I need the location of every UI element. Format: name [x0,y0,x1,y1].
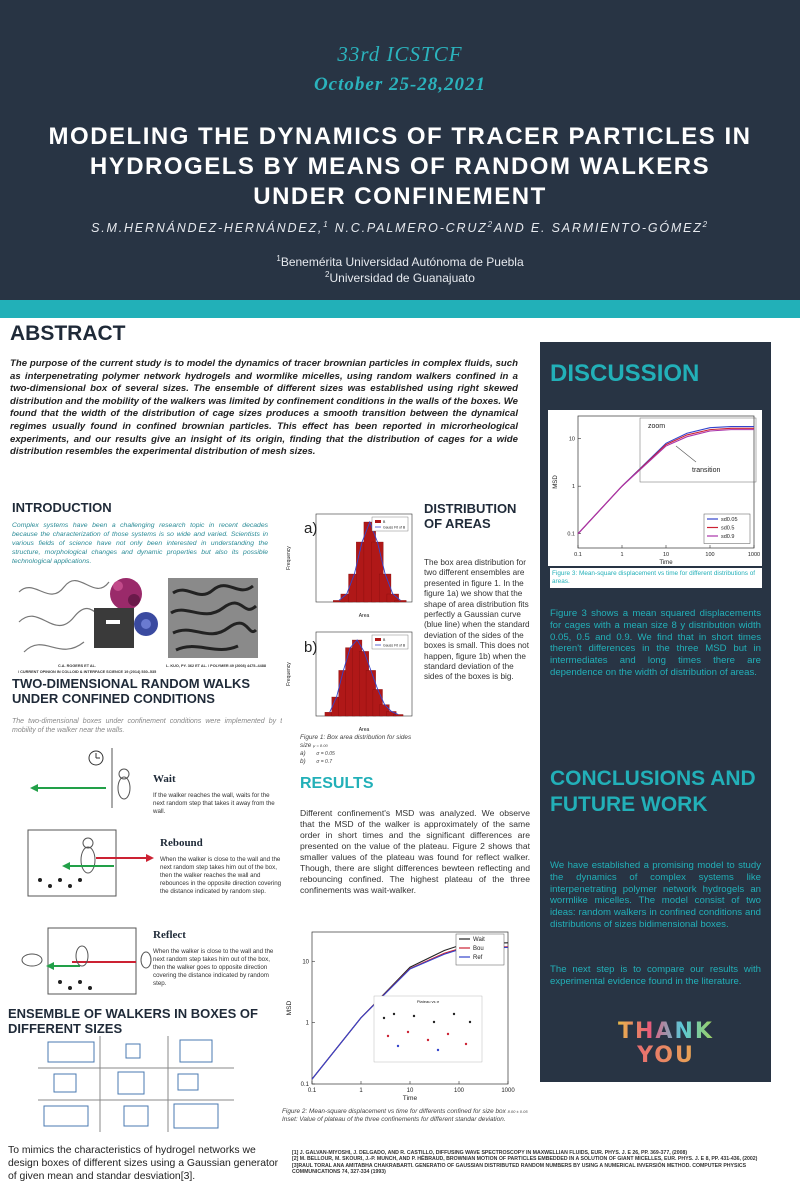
legend-label-sd0.05: sd0.05 [721,517,738,523]
discussion-panel [540,342,771,1082]
results-text: Different confinement's MSD was analyzed. We observe that the MSD of the walker is approximately of the same order in short times and the significant differences are presented on the value of the plateau. Figure 2 shows that smaller values of the plateau was found for reflect walker. Though, there are slight differences bewteen reflecting and rebouncing confined. The highest plateau of the three confinements was wait-walker. [300,808,530,895]
fig1-caption-mu: μ = 8.00 [313,743,328,748]
references [292,1150,792,1176]
figure-3-caption: Figure 3: Mean-square displacement vs time for different distributions of areas. [550,568,762,588]
introduction-heading: INTRODUCTION [12,500,112,515]
conclusions-heading: CONCLUSIONS AND FUTURE WORK [550,767,756,816]
you-text: YOU [618,1044,714,1068]
hist-ylabel: Frequency [286,546,292,570]
discussion-heading: DISCUSSION [550,360,700,387]
x-tick-label: 0.1 [574,552,582,558]
wait-illustration [26,748,142,808]
x-tick-label: 10 [406,1088,414,1094]
affil-1-text: Benemérita Universidad Autónoma de Puebla [280,255,524,269]
msd-ylabel: MSD [552,475,559,489]
histogram-a [282,508,418,620]
y-tick-label: 0.1 [300,1082,309,1088]
legend-swatch-b [375,638,381,641]
author-2: N.C.PALMERO-CRUZ [329,221,488,236]
x-tick-label: 1 [620,552,624,558]
reference-2: [2] M. BELLOUR, M. SKOURI, J.-P. MUNCH, AND P. HÉBRAUD, BROWNIAN MOTION OF PARTICLES EMBEDDED IN A SOLUTION OF GIANT MICELLES, EUR. PHYS. J. E 8, PP. 431-436, (2002) [292,1156,758,1163]
reflect-illustration [10,926,152,996]
author-1: S.M.HERNÁNDEZ-HERNÁNDEZ, [91,221,324,236]
inset-point [393,1013,395,1015]
reference-1: [1] J. GALVAN-MIYOSHI, J. DELGADO, AND R. CASTILLO, DIFFUSING WAVE SPECTROSCOPY IN MAXWELLIAN FLUIDS, EUR. PHYS. J. E 26, PP. 369-377, (2008) [292,1150,688,1156]
affil-1-sup: 1 [276,254,281,263]
inset-title: Plateau vs σ [416,999,440,1004]
legend-label-fit: Gauss Fit of B [383,525,406,530]
authors [0,220,800,235]
random-walks-text: The two-dimensional boxes under confinement conditions were implemented by the mobility of the walker near the walls. [12,718,290,734]
author-3-sup: 2 [702,220,709,229]
inset-point [453,1013,455,1015]
inset-point [427,1039,429,1041]
histogram-b [282,626,418,734]
rebound-title: Rebound [160,837,203,849]
inset-frame [374,996,482,1062]
conference-dates: October 25-28,2021 [313,74,487,95]
wait-title: Wait [153,773,176,785]
wait-text: If the walker reaches the wall, waits for the next random step that takes it away from the wall. [153,792,275,815]
conclusions-text-1: We have established a promising model to study the dynamics of complex systems like interpenetrating polymer network hydrogels an wormlike micelles. The model consist of two ideas: random walkers in confined conditions and distributions of sizes bidimensional boxes. [550,860,761,930]
affil-2-sup: 2 [325,270,330,279]
author-1-sup: 1 [323,220,330,229]
distribution-text: The box area distribution for two different ensembles are presented in figure 1. In the figure 1a) we show that the shape of area distribution fits perfectly a Gaussian curve (blue line) when the standard deviation of the sides of the boxes is small. This does not happen, figure 1b) when the standard deviation of the sides of the boxes is big. [424,558,530,682]
inset-point [465,1043,467,1045]
legend-label-b: B [383,520,386,524]
hist-ylabel: Frequency [286,662,292,686]
poster-header [0,0,800,300]
inset-point [383,1017,385,1019]
reference-3: [3]RAUL TORAL ANA AMITABHA CHAKRABARTI. GENERATIO OF GAUSSIAN DISTRIBUTED RANDOM NUMBERS BY USING A NUMERICAL INVERSIÓN METHOD. COMPUTER PHYSICS COMMUNICATIONS 74, 327-334 (1993) [292,1162,747,1176]
conference-name: 33rd ICSTCF [337,42,463,66]
transition-label: transition [692,467,721,474]
legend-label-Wait: Wait [473,937,485,943]
hist-xlabel: Area [358,727,370,733]
x-tick-label: 1000 [747,552,761,558]
x-tick-label: 1 [359,1088,363,1094]
ensemble-boxes-grid [38,1036,234,1132]
x-tick-label: 1000 [501,1088,515,1094]
affil-2-text: Universidad de Guanajuato [329,271,475,285]
abstract-heading: ABSTRACT [10,322,126,345]
msd-ylabel: MSD [286,1000,293,1016]
legend-label-sd0.9: sd0.9 [721,534,735,540]
figure-2-caption [282,1108,532,1124]
reflect-title: Reflect [153,929,186,941]
inset-point [407,1031,409,1033]
fig2-caption-param: 8.00 ± 0.05 [507,1109,528,1114]
poster-title: MODELING THE DYNAMICS OF TRACER PARTICLES IN HYDROGELS BY MEANS OF RANDOM WALKERS UNDER CONFINEMENT [48,123,752,210]
inset-point [397,1045,399,1047]
x-tick-label: 100 [705,552,715,558]
transition-arrow [676,446,696,462]
msd-figure-2 [282,926,516,1102]
hist-bar [395,600,407,602]
fig1-caption-b: b) [300,758,306,765]
legend-label-fit: Gauss Fit of B [383,643,406,648]
inset-point [413,1015,415,1017]
figure-1-caption [300,734,416,766]
fig1-caption-b-val: σ = 0.7 [316,759,333,765]
image-credit-1b: / CURRENT OPINION IN COLLOID & INTERFACE SCIENCE 19 (2014) 530–535 [18,670,157,674]
rebound-illustration [26,828,156,898]
thank-you-logo [618,1020,714,1068]
random-walks-heading: TWO-DIMENSIONAL RANDOM WALKS UNDER CONFINED CONDITIONS [12,676,251,706]
legend-label-sd0.5: sd0.5 [721,525,735,532]
rebound-text: When the walker is close to the wall and the next random step takes him out of the box, then the walker reaches the wall and rebounces in the opposite direction covering the distance indicated by random step. [160,856,282,895]
results-heading: RESULTS [300,775,374,792]
fig1-caption-main: Figure 1: Box area distribution for sides size [300,734,412,749]
inset-point [387,1035,389,1037]
ensemble-heading: ENSEMBLE OF WALKERS IN BOXES OF DIFFERENT SIZES [8,1006,258,1036]
y-tick-label: 10 [302,959,309,966]
y-tick-label: 0.1 [567,531,575,538]
inset-point [469,1021,471,1023]
abstract-text: The purpose of the current study is to model the dynamics of tracer brownian particles in complex fluids, such as interpenetrating polymer network hydrogels and wormlike micelles, using random walkers confined in a two-dimensional box of several sizes. The ensemble of different sizes was established using right skewed distribution and the mobility of the walkers was limited by confinement conditions in the walls of the boxes. We found that the width of the distribution of cage sizes produces a smooth transition between the dynamical regimes usually found in confined brownian particles. This effect has been reported in microrheological experiments, and our results give an insight of its origin, finding that the distribution of cages for a wide distribution resembles the experimental distribution of mesh sizes. [10,358,518,458]
x-tick-label: 0.1 [307,1088,317,1094]
hist-b-label: b) [304,639,318,656]
affiliation-2 [0,270,800,285]
inset-point [433,1021,435,1023]
micelle-network-image [14,572,164,668]
inset-point [447,1033,449,1035]
hist-a-label: a) [304,520,318,537]
y-tick-label: 1 [571,484,575,491]
author-3: AND E. SARMIENTO-GÓMEZ [493,221,703,236]
x-tick-label: 10 [662,552,670,558]
discussion-text: Figure 3 shows a mean squared displacements for cages with a mean size 8 y distribution width 0.05, 0.5 and 0.9. We find that in short times theren't differences in the three MSD but in intermediates and long times there are dependence on the width of distribution of areas. [550,608,761,678]
legend-label-Ref: Ref [473,955,483,961]
x-tick-label: 100 [453,1088,465,1094]
msd-figure-3 [548,410,762,566]
affiliation-1 [0,254,800,269]
introduction-text: Complex systems have been a challenging research topic in recent decades because the characterization of those systems is so wide and varied. Scientists in various fields of science have not only been interested in understanding the structure, morphological changes and dynamic properties but also its possible technological applications. [12,522,268,565]
polymer-sem-image [168,578,258,658]
fig2-caption-sub: Inset: Value of plateau of the three confinements for different standar deviation. [282,1116,506,1123]
y-tick-label: 1 [305,1020,309,1027]
conclusions-text-2: The next step is to compare our results with experimental evidence found in the literature. [550,964,761,987]
legend-label-Bou: Bou [473,946,484,952]
legend-swatch-b [375,520,381,523]
reflect-text: When the walker is close to the wall and the next random step takes him out of the box, then the walker goes to opposite direction covering the distance indicated by random step. [153,948,274,987]
msd-xlabel: Time [402,1095,418,1102]
author-2-sup: 2 [487,220,494,229]
hist-bar [393,714,403,716]
y-tick-label: 10 [568,436,575,443]
msd-xlabel: Time [659,559,673,566]
distribution-heading: DISTRIBUTION OF AREAS [424,501,517,531]
hist-xlabel: Area [358,613,370,619]
zoom-label: zoom [648,423,666,430]
fig1-caption-a: a) [300,750,306,757]
fig1-caption-a-val: σ = 0.05 [316,751,335,757]
fig2-caption-main: Figure 2: Mean-square displacement vs time for differents confined for size box [282,1108,506,1115]
ensemble-bottom-text: To mimics the characteristics of hydrogel networks we design boxes of different sizes using a Gaussian generator of given mean and standar desviation[3]. [8,1145,279,1182]
inset-point [437,1049,439,1051]
legend-label-b: B [383,638,386,642]
image-credit-1: C.A. ROGERS ET AL. [58,664,97,668]
header-stripe [0,300,800,318]
thank-text: THANK [618,1019,714,1044]
image-credit-2: L. KUO, PY. 362 ET AL. / POLYMER 49 (2008) 4475–4488 [166,664,266,668]
